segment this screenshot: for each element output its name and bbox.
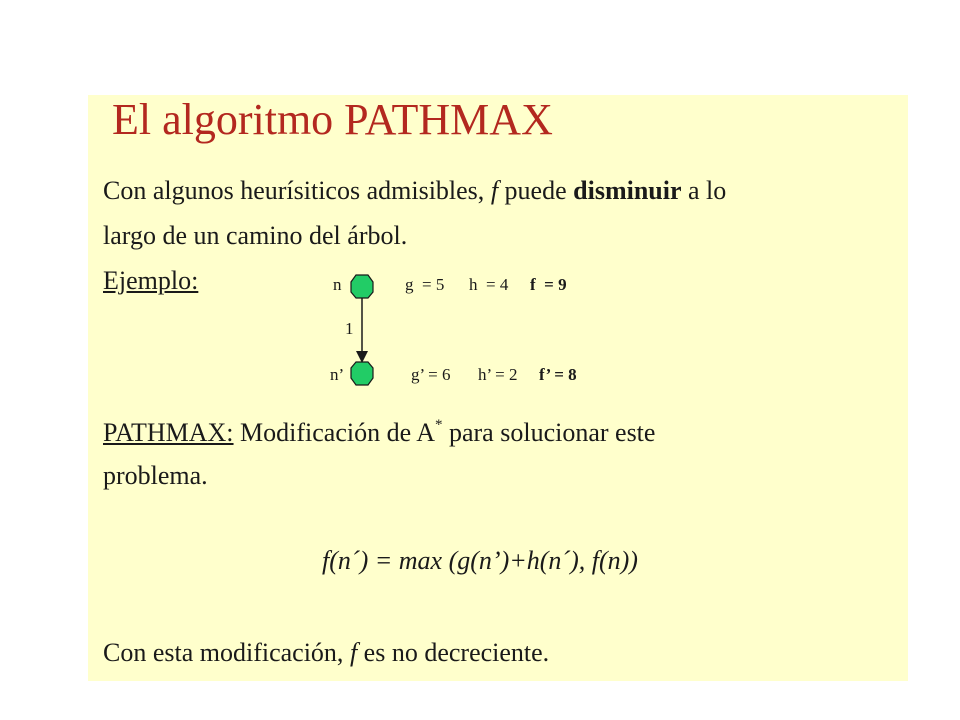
para1-bold-word: disminuir — [573, 176, 682, 205]
edge-cost: 1 — [345, 319, 354, 338]
para1-f-symbol: f — [490, 176, 499, 205]
pathmax-line-1 — [103, 418, 655, 446]
pathmax-text-b: para solucionar este — [448, 418, 656, 447]
node1-label: n — [333, 275, 342, 294]
pathmax-label: PATHMAX: — [103, 418, 234, 447]
paragraph-line-2: largo de un camino del árbol. — [103, 221, 408, 250]
pathmax-text-a: Modificación de A — [240, 418, 435, 447]
pathmax-sup: * — [434, 417, 443, 433]
tree-node-n — [351, 275, 373, 298]
para1-text-b: puede — [504, 176, 567, 205]
conclusion-line — [103, 640, 549, 666]
slide-title: El algoritmo PATHMAX — [112, 95, 553, 144]
pathmax-formula: f(n´) = max (g(n’)+h(n´), f(n)) — [322, 546, 638, 575]
node1-f: f = 9 — [530, 275, 567, 294]
pathmax-line-2: problema. — [103, 461, 208, 490]
node2-g: g’ = 6 — [411, 365, 451, 384]
example-label: Ejemplo: — [103, 266, 199, 295]
para1-text-a: Con algunos heurísiticos admisibles, — [103, 176, 485, 205]
paragraph-line-1 — [103, 178, 726, 204]
conclusion-text-b: es no decreciente. — [363, 638, 550, 667]
tree-node-n-prime — [351, 362, 373, 385]
node2-f: f’ = 8 — [539, 365, 577, 384]
conclusion-f-symbol: f — [349, 638, 358, 667]
node2-label: n’ — [330, 365, 345, 384]
conclusion-text-a: Con esta modificación, — [103, 638, 344, 667]
node1-g: g = 5 — [405, 275, 445, 294]
node1-h: h = 4 — [469, 275, 509, 294]
node2-h: h’ = 2 — [478, 365, 518, 384]
para1-text-c: a lo — [688, 176, 727, 205]
